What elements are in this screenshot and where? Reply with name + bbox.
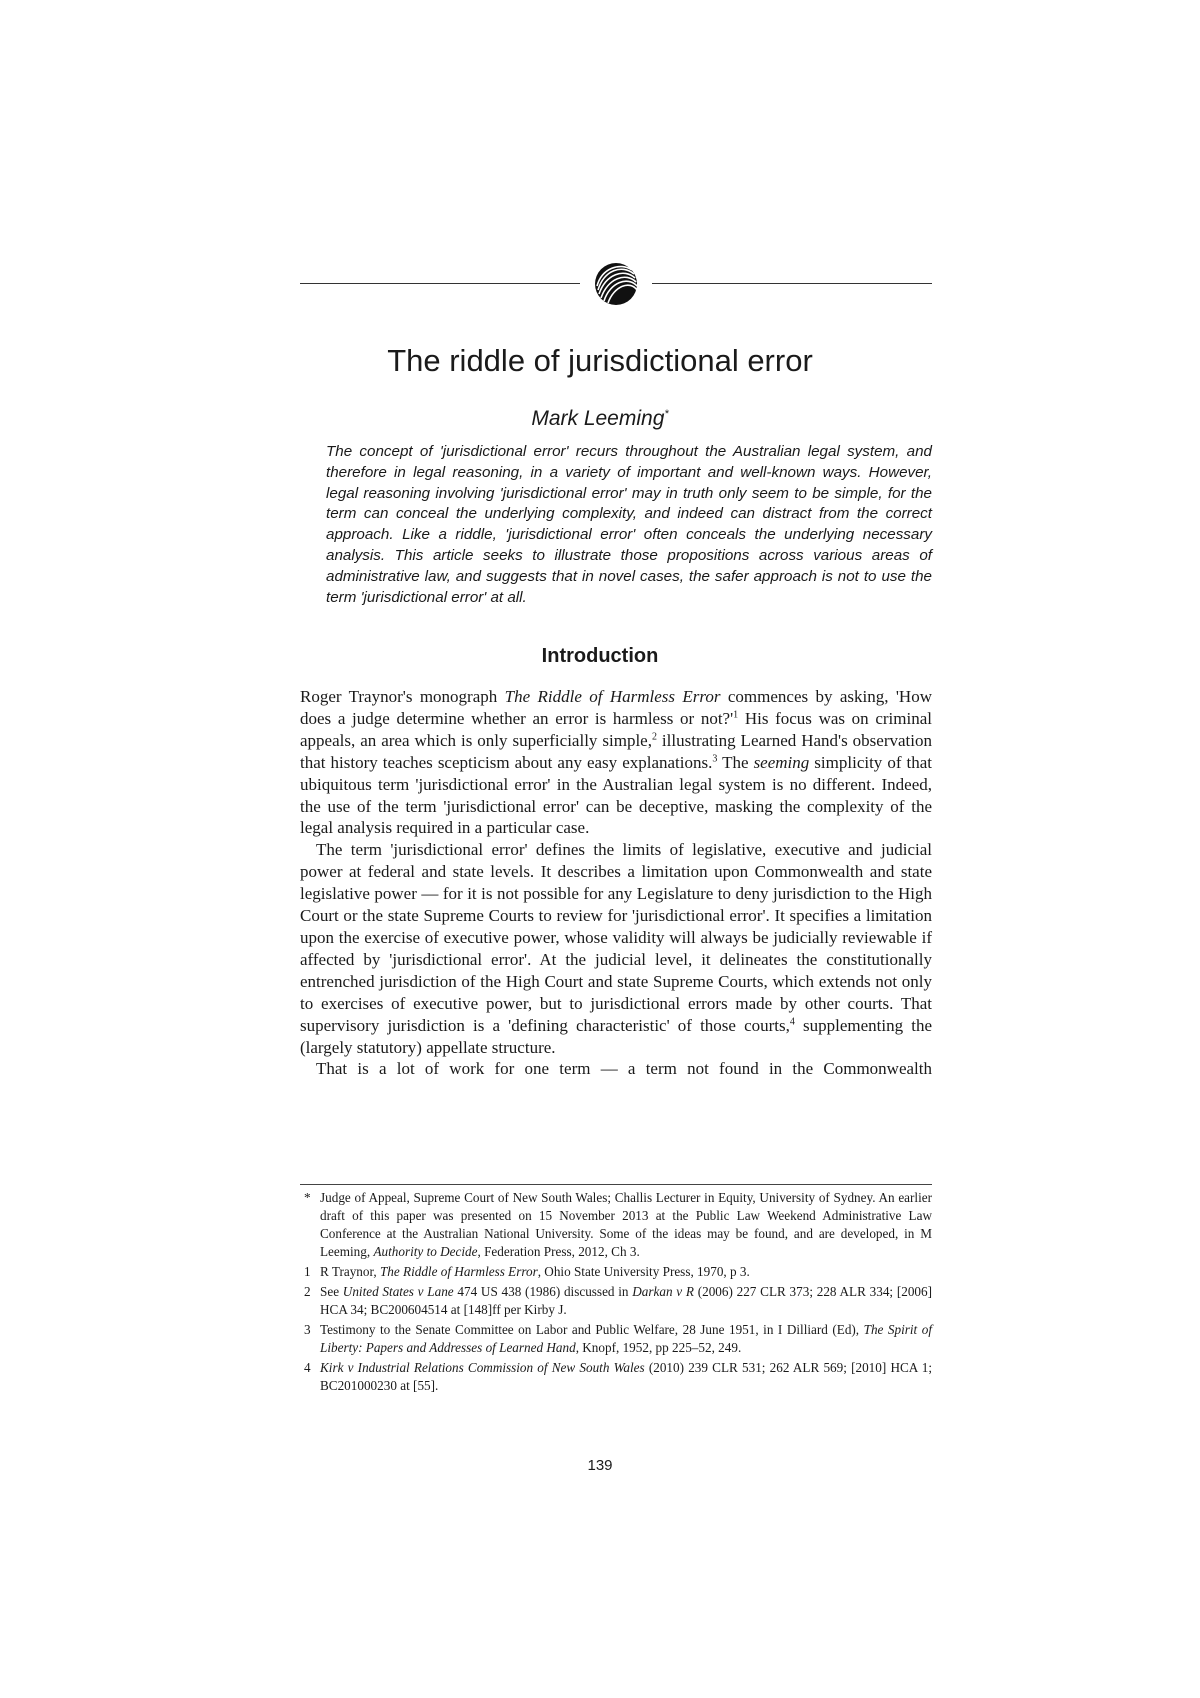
body-text xyxy=(300,686,932,1080)
text-run: , Ohio State University Press, 1970, p 3. xyxy=(537,1264,750,1279)
text-run: (2006) 227 CLR 373; 228 ALR 334; [2006] HCA 34; BC200604514 at [148]ff per Kirby J. xyxy=(320,1284,932,1317)
emphasis: seeming xyxy=(753,752,810,772)
text-run: , Knopf, 1952, pp 225–52, 249. xyxy=(575,1340,742,1355)
publisher-logo-icon xyxy=(592,260,640,308)
footnote-ref: 4 xyxy=(789,1015,795,1027)
footnote-mark: 3 xyxy=(304,1322,311,1337)
cited-title: Authority to Decide xyxy=(373,1244,478,1259)
footnote-4 xyxy=(300,1359,932,1395)
footnote-star xyxy=(300,1189,932,1261)
footnote-mark: 2 xyxy=(304,1284,311,1299)
ornament-rule-left xyxy=(300,283,580,284)
text-run: The xyxy=(717,752,754,772)
paragraph-1 xyxy=(300,686,932,839)
footnote-ref: 2 xyxy=(651,731,657,743)
text-run: supplementing the (largely statutory) appellate structure. xyxy=(300,1015,932,1057)
footnote-mark: 1 xyxy=(304,1264,311,1279)
author-byline xyxy=(0,407,1200,431)
case-name: United States v Lane xyxy=(342,1284,454,1299)
cited-title: The Spirit of Liberty: Papers and Addresses of Learned Hand xyxy=(320,1322,932,1355)
case-name: Kirk v Industrial Relations Commission of New South Wales xyxy=(320,1360,645,1375)
footnote-3 xyxy=(300,1321,932,1357)
footnote-mark: 4 xyxy=(304,1360,311,1375)
case-name: Darkan v R xyxy=(632,1284,694,1299)
footnote-rule xyxy=(300,1184,932,1185)
abstract: The concept of 'jurisdictional error' recurs throughout the Australian legal system, and therefore in legal reasoning, in a variety of important and well-known ways. However, legal reasoning involving 'jurisdictional error' may in truth only seem to be simple, for the term can conceal the underlying complexity, and indeed can distract from the correct approach. Like a riddle, 'jurisdictional error' often conceals the underlying necessary analysis. This article seeks to illustrate those propositions across various areas of administrative law, and suggests that in novel cases, the safer approach is not to use the term 'jurisdictional error' at all. xyxy=(326,443,932,606)
footnote-text xyxy=(320,1263,932,1281)
footnote-text xyxy=(320,1189,932,1261)
paragraph-3: That is a lot of work for one term — a term not found in the Commonwealth xyxy=(316,1059,932,1079)
footnote-text xyxy=(320,1321,932,1357)
text-run: 474 US 438 (1986) discussed in xyxy=(453,1284,633,1299)
footnote-ref: 1 xyxy=(733,709,739,721)
text-run: Judge of Appeal, Supreme Court of New South Wales; Challis Lecturer in Equity, University of Sydney. An earlier draft of this paper was presented on 15 November 2013 at the Public Law Weekend Administrative Law Conference at the Australian National University. Some of the ideas may be found, and are developed, in M Leeming, xyxy=(320,1190,932,1259)
footnote-2 xyxy=(300,1283,932,1319)
ornament-rule-right xyxy=(652,283,932,284)
footnote-mark: * xyxy=(304,1190,311,1205)
text-run: The term 'jurisdictional error' defines the limits of legislative, executive and judicial power at federal and state levels. It describes a limitation upon Commonwealth and state legislative power — for it is not possible for any Legislature to deny jurisdiction to the High Court or the state Supreme Courts to review for 'jurisdictional error'. It specifies a limitation upon the exercise of executive power, whose validity will always be judicially reviewable if affected by 'jurisdictional error'. At the judicial level, it delineates the constitutionally entrenched jurisdiction of the High Court and state Supreme Courts, which extends not only to exercises of executive power, but to jurisdictional errors made by other courts. That supervisory jurisdiction is a 'defining characteristic' of those courts, xyxy=(300,840,932,1035)
footnote-ref: 3 xyxy=(712,753,718,765)
paragraph-2 xyxy=(300,839,932,1058)
text-run: (2010) 239 CLR 531; 262 ALR 569; [2010] HCA 1; BC201000230 at [55]. xyxy=(320,1360,933,1393)
text-run: , Federation Press, 2012, Ch 3. xyxy=(477,1244,640,1259)
footnotes xyxy=(300,1189,932,1397)
author-footnote-mark: * xyxy=(664,408,669,420)
text-run: His focus was on criminal appeals, an area which is only superficially simple, xyxy=(300,708,932,750)
section-heading: Introduction xyxy=(541,645,659,667)
cited-title: The Riddle of Harmless Error xyxy=(504,687,721,706)
page-number: 139 xyxy=(587,1457,613,1474)
footnote-1 xyxy=(300,1263,932,1281)
text-run: illustrating Learned Hand's observation that history teaches scepticism about any easy explanations. xyxy=(300,730,932,772)
text-run: R Traynor, xyxy=(320,1264,380,1279)
article-title: The riddle of jurisdictional error xyxy=(387,343,813,378)
text-run: Roger Traynor's monograph xyxy=(300,687,505,706)
text-run: See xyxy=(320,1284,343,1299)
cited-title: The Riddle of Harmless Error xyxy=(379,1264,538,1279)
text-run: Testimony to the Senate Committee on Labor and Public Welfare, 28 June 1951, in I Dilliard (Ed), xyxy=(320,1322,864,1337)
author-name: Mark Leeming xyxy=(531,407,665,430)
text-run: commences by asking, 'How does a judge determine whether an error is harmless or not?' xyxy=(300,687,932,728)
footnote-text xyxy=(320,1283,932,1319)
header-ornament xyxy=(300,260,932,308)
text-run: simplicity of that ubiquitous term 'jurisdictional error' in the Australian legal system is no different. Indeed, the use of the term 'jurisdictional error' can be deceptive, masking the complexity of the legal analysis required in a particular case. xyxy=(300,752,933,838)
footnote-text xyxy=(320,1359,932,1395)
